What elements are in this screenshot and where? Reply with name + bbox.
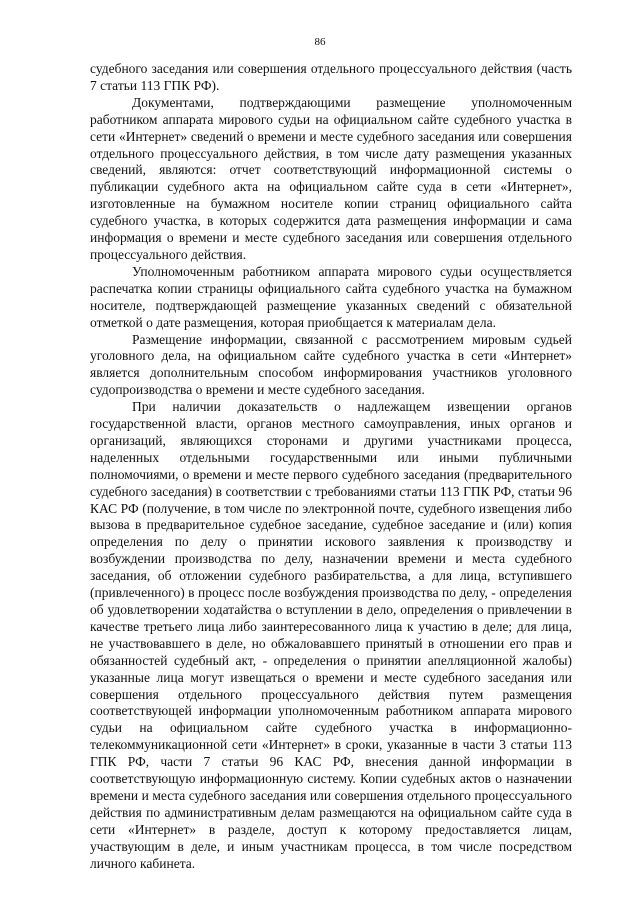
paragraph: Документами, подтверждающими размещение уполномоченным работником аппарата мирового судьи на официальном сайте судебного участка в сети «Интернет» сведений о времени и месте судебного заседания или совершения отдельного процессуального действия, в том числе дату размещения указанных сведений, являются: отчет соответствующий информационной системы о публикации судебного акта на официальном сайте суда в сети «Интернет», изготовленные на бумажном носителе копии страниц официального сайта судебного участка, в которых содержится дата размещения информации и сама информация о времени и месте судебного заседания или совершения отдельного процессуального действия. xyxy=(90,94,572,262)
page-number: 86 xyxy=(314,36,326,48)
paragraph: судебного заседания или совершения отдельного процессуального действия (часть 7 статьи 113 ГПК РФ). xyxy=(90,61,572,93)
paragraph: Размещение информации, связанной с рассмотрением мировым судьей уголовного дела, на официальном сайте судебного участка в сети «Интернет» является дополнительным способом информирования участников уголовного судопроизводства о времени и месте судебного заседания. xyxy=(90,331,572,398)
document-body xyxy=(90,61,572,873)
paragraph: При наличии доказательств о надлежащем извещении органов государственной власти, органов местного самоуправления, иных органов и организаций, являющихся сторонами и другими участниками процесса, наделенных отдельными государственными или иными публичными полномочиями, о времени и месте первого судебного заседания (предварительного судебного заседания) в соответствии с требованиями статьи 113 ГПК РФ, статьи 96 КАС РФ (получение, в том числе по электронной почте, судебного извещения либо вызова в предварительное судебное заседание, судебное заседание и (или) копия определения по делу о принятии искового заявления к производству и возбуждении производства по делу, назначении времени и места судебного заседания, об отложении судебного разбирательства, а для лица, вступившего (привлеченного) в процесс после возбуждения производства по делу, - определения об удовлетворении ходатайства о вступлении в дело, определения о привлечении в качестве третьего лица либо заинтересованного лица к участию в деле; для лица, не участвовавшего в деле, но обжаловавшего принятый в отношении его прав и обязанностей судебный акт, - определения о принятии апелляционной жалобы) указанные лица могут извещаться о времени и месте судебного заседания или совершения отдельного процессуального действия путем размещения соответствующей информации уполномоченным работником аппарата мирового судьи на официальном сайте судебного участка в информационно-телекоммуникационной сети «Интернет» в сроки, указанные в части 3 статьи 113 ГПК РФ, части 7 статьи 96 КАС РФ, внесения данной информации в соответствующую информационную систему. Копии судебных актов о назначении времени и места судебного заседания или совершения отдельного процессуального действия по административным делам размещаются на официальном сайте суда в сети «Интернет» в разделе, доступ к которому предоставляется лицам, участвующим в деле, и иным участникам процесса, в том числе посредством личного кабинета. xyxy=(90,399,572,871)
paragraph: Уполномоченным работником аппарата мирового судьи осуществляется распечатка копии страницы официального сайта судебного участка на бумажном носителе, подтверждающей размещение указанных сведений с обязательной отметкой о дате размещения, которая приобщается к материалам дела. xyxy=(90,263,572,330)
